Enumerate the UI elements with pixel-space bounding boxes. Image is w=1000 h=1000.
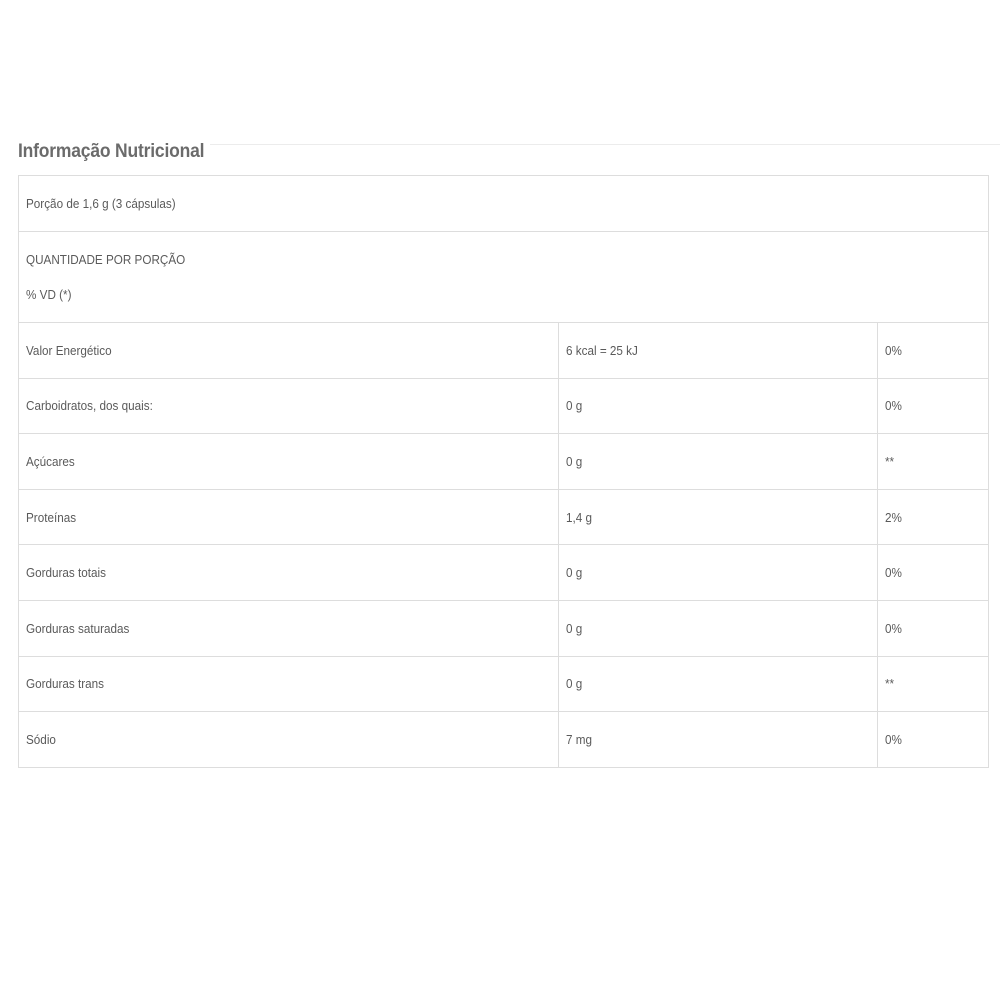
nutrient-vd: 0%: [878, 378, 989, 434]
portion-text: Porção de 1,6 g (3 cápsulas): [26, 196, 176, 211]
nutrient-name: Carboidratos, dos quais:: [19, 378, 559, 434]
nutrient-amount: 0 g: [559, 545, 878, 601]
table-row: [19, 712, 989, 768]
quantity-per-portion-label: QUANTIDADE POR PORÇÃO: [26, 251, 186, 267]
nutrient-name: Gorduras totais: [19, 545, 559, 601]
nutrient-vd: **: [878, 656, 989, 712]
nutrient-vd: 0%: [878, 323, 989, 379]
nutrient-name: Gorduras trans: [19, 656, 559, 712]
table-row: [19, 545, 989, 601]
nutrient-amount: 1,4 g: [559, 489, 878, 545]
nutrient-amount: 6 kcal = 25 kJ: [559, 323, 878, 379]
nutrition-table: [18, 175, 989, 768]
table-row: [19, 323, 989, 379]
table-row: [19, 489, 989, 545]
nutrient-name: Valor Energético: [19, 323, 559, 379]
portion-cell: [19, 176, 989, 232]
nutrient-amount: 0 g: [559, 600, 878, 656]
portion-row: [19, 176, 989, 232]
nutrient-vd: 0%: [878, 545, 989, 601]
nutrient-name: Sódio: [19, 712, 559, 768]
table-row: [19, 656, 989, 712]
nutrient-vd: 2%: [878, 489, 989, 545]
nutrient-name: Açúcares: [19, 434, 559, 490]
nutrient-amount: 7 mg: [559, 712, 878, 768]
vd-label: % VD (*): [26, 286, 72, 302]
header-row: [19, 232, 989, 323]
nutrient-vd: 0%: [878, 712, 989, 768]
nutrient-vd: 0%: [878, 600, 989, 656]
nutrient-amount: 0 g: [559, 378, 878, 434]
header-cell: [19, 232, 989, 323]
table-row: [19, 378, 989, 434]
nutrient-amount: 0 g: [559, 656, 878, 712]
nutrient-name: Gorduras saturadas: [19, 600, 559, 656]
nutrient-name: Proteínas: [19, 489, 559, 545]
table-row: [19, 600, 989, 656]
nutrient-vd: **: [878, 434, 989, 490]
table-row: [19, 434, 989, 490]
nutrient-amount: 0 g: [559, 434, 878, 490]
page-title: Informação Nutricional: [18, 141, 205, 162]
top-divider: [210, 144, 1000, 145]
